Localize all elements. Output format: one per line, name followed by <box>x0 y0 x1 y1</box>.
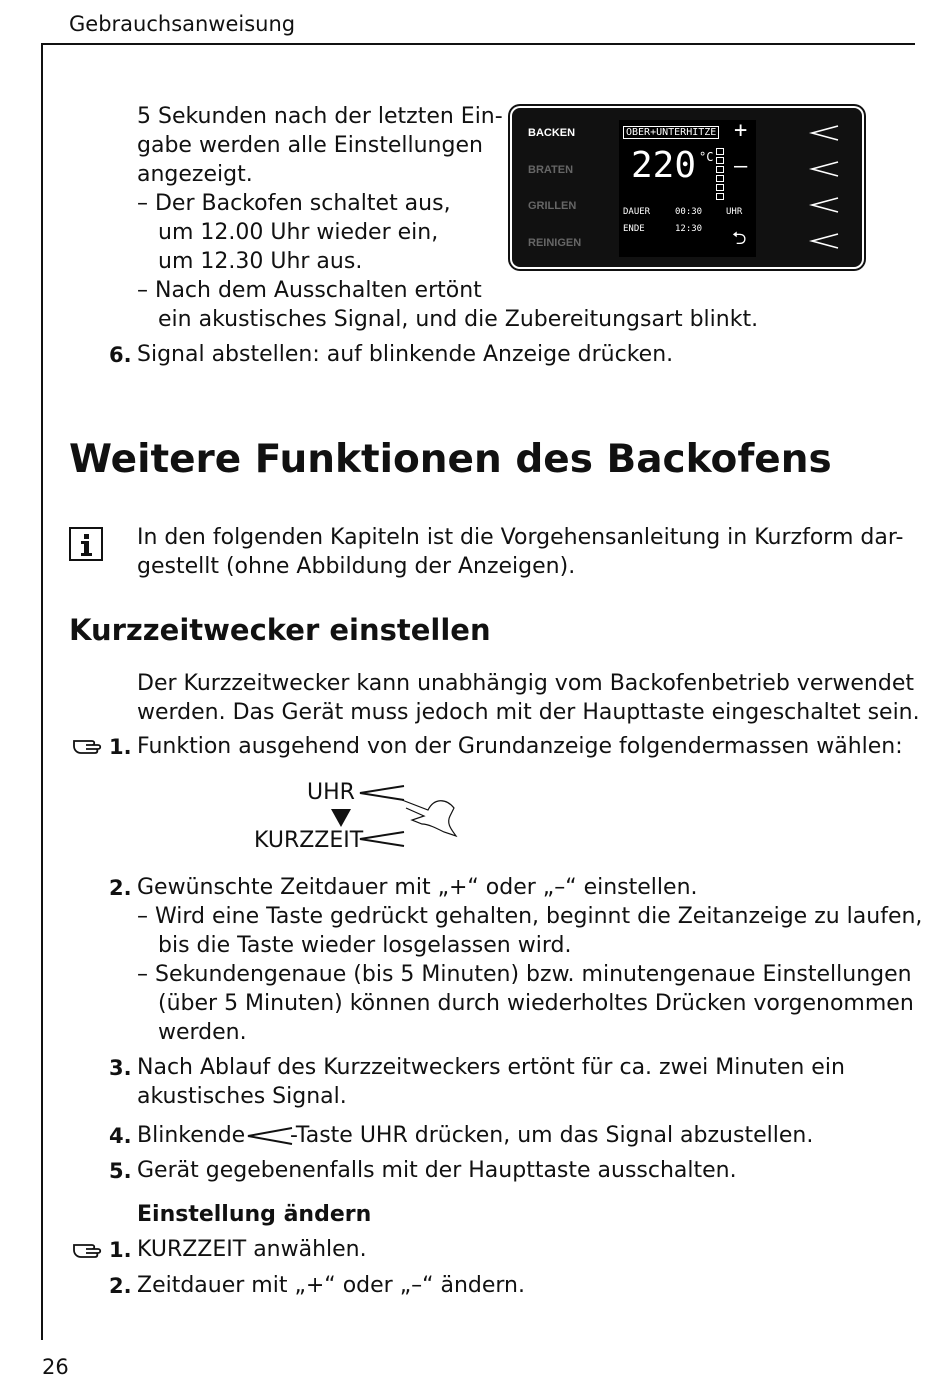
intro-bullet: – Nach dem Ausschalten ertönt <box>137 278 482 303</box>
panel-back-key: ⮌ <box>732 228 747 249</box>
panel-label-braten: BRATEN <box>528 164 574 176</box>
step-number: 1. <box>109 735 132 759</box>
diagram-graphic <box>328 780 460 852</box>
step-bullet: – Wird eine Taste gedrückt gehalten, beginnt die Zeitanzeige zu laufen, <box>137 904 923 929</box>
display-temperature: 220 <box>631 145 697 186</box>
hand-pointer-icon <box>72 1236 106 1266</box>
step-text: Nach Ablauf des Kurzzeitweckers ertönt für ca. zwei Minuten ein <box>137 1055 845 1080</box>
panel-minus-key: – <box>734 154 748 179</box>
panel-label-grillen: GRILLEN <box>528 200 577 212</box>
display-dauer-label: DAUER <box>623 207 651 217</box>
arrow-down-icon <box>331 809 351 827</box>
intro-bullet-cont: um 12.30 Uhr aus. <box>158 249 363 274</box>
display-level-bars <box>716 148 724 200</box>
step-text: KURZZEIT anwählen. <box>137 1237 367 1262</box>
timer-intro-line: werden. Das Gerät muss jedoch mit der Haupttaste eingeschaltet sein. <box>137 700 920 725</box>
sensor-key-icon <box>812 198 838 212</box>
intro-bullet: – Der Backofen schaltet aus, <box>137 191 451 216</box>
section-title: Weitere Funktionen des Backofens <box>69 437 832 482</box>
step-text: Signal abstellen: auf blinkende Anzeige drücken. <box>137 342 674 367</box>
hand-pointer-icon <box>72 732 106 762</box>
step-number: 5. <box>109 1159 132 1183</box>
intro-line: gabe werden alle Einstellungen <box>137 133 483 158</box>
diagram-uhr-label: UHR <box>307 780 355 805</box>
display-mode: OBER+UNTERHITZE <box>623 126 719 139</box>
step-bullet: – Sekundengenaue (bis 5 Minuten) bzw. minutengenaue Einstellungen <box>137 962 912 987</box>
intro-bullet-cont: um 12.00 Uhr wieder ein, <box>158 220 439 245</box>
sensor-key-icon <box>360 832 404 846</box>
timer-intro-line: Der Kurzzeitwecker kann unabhängig vom Backofenbetrieb verwendet <box>137 671 914 696</box>
step-number: 1. <box>109 1238 132 1262</box>
step-number: 4. <box>109 1124 132 1148</box>
subsection-title: Kurzzeitwecker einstellen <box>69 613 491 647</box>
step-text-cont: akustisches Signal. <box>137 1084 347 1109</box>
display-ende-label: ENDE <box>623 224 645 234</box>
panel-label-backen: BACKEN <box>528 127 576 139</box>
display-dauer-value: 00:30 <box>675 207 703 217</box>
sensor-key-icon <box>812 234 838 248</box>
intro-line: angezeigt. <box>137 162 253 187</box>
step-text: Gewünschte Zeitdauer mit „+“ oder „–“ einstellen. <box>137 875 698 900</box>
sensor-key-icon <box>360 786 404 800</box>
sensor-key-icon <box>812 126 838 140</box>
info-note-line: In den folgenden Kapiteln ist die Vorgehensanleitung in Kurzform dar- <box>137 525 904 550</box>
header-rule <box>42 43 915 45</box>
step-number: 2. <box>109 1274 132 1298</box>
info-note-line: gestellt (ohne Abbildung der Anzeigen). <box>137 554 576 579</box>
sensor-key-icon <box>244 1126 294 1146</box>
page-number: 26 <box>42 1355 69 1379</box>
oven-control-panel <box>512 108 862 267</box>
panel-sensor-keys <box>808 122 842 252</box>
panel-plus-key: + <box>734 118 748 143</box>
step-bullet-cont: werden. <box>158 1020 247 1045</box>
running-header: Gebrauchsanweisung <box>69 12 296 36</box>
step-text: Zeitdauer mit „+“ oder „–“ ändern. <box>137 1273 525 1298</box>
step-text: Funktion ausgehend von der Grundanzeige folgendermassen wählen: <box>137 734 903 759</box>
panel-label-reinigen: REINIGEN <box>528 237 582 249</box>
step-text-after: -Taste UHR drücken, um das Signal abzustellen. <box>290 1123 814 1148</box>
intro-bullet-cont: ein akustisches Signal, und die Zubereitungsart blinkt. <box>158 307 759 332</box>
display-ende-value: 12:30 <box>675 224 703 234</box>
step-number: 2. <box>109 876 132 900</box>
display-unit: °C <box>699 150 714 164</box>
diagram-kurzzeit-label: KURZZEIT <box>254 828 364 853</box>
step-text: Gerät gegebenenfalls mit der Haupttaste ausschalten. <box>137 1158 737 1183</box>
change-title: Einstellung ändern <box>137 1202 372 1227</box>
step-number: 3. <box>109 1056 132 1080</box>
step-number: 6. <box>109 343 132 367</box>
step-bullet-cont: bis die Taste wieder losgelassen wird. <box>158 933 572 958</box>
margin-rule <box>41 43 43 1340</box>
step-bullet-cont: (über 5 Minuten) können durch wiederholtes Drücken vorgenommen <box>158 991 914 1016</box>
display-uhr-label: UHR <box>726 207 743 217</box>
step-text-before: Blinkende <box>137 1123 246 1148</box>
sensor-key-icon <box>812 162 838 176</box>
intro-line: 5 Sekunden nach der letzten Ein- <box>137 104 503 129</box>
hand-touch-icon <box>402 800 456 836</box>
info-icon <box>69 527 103 561</box>
